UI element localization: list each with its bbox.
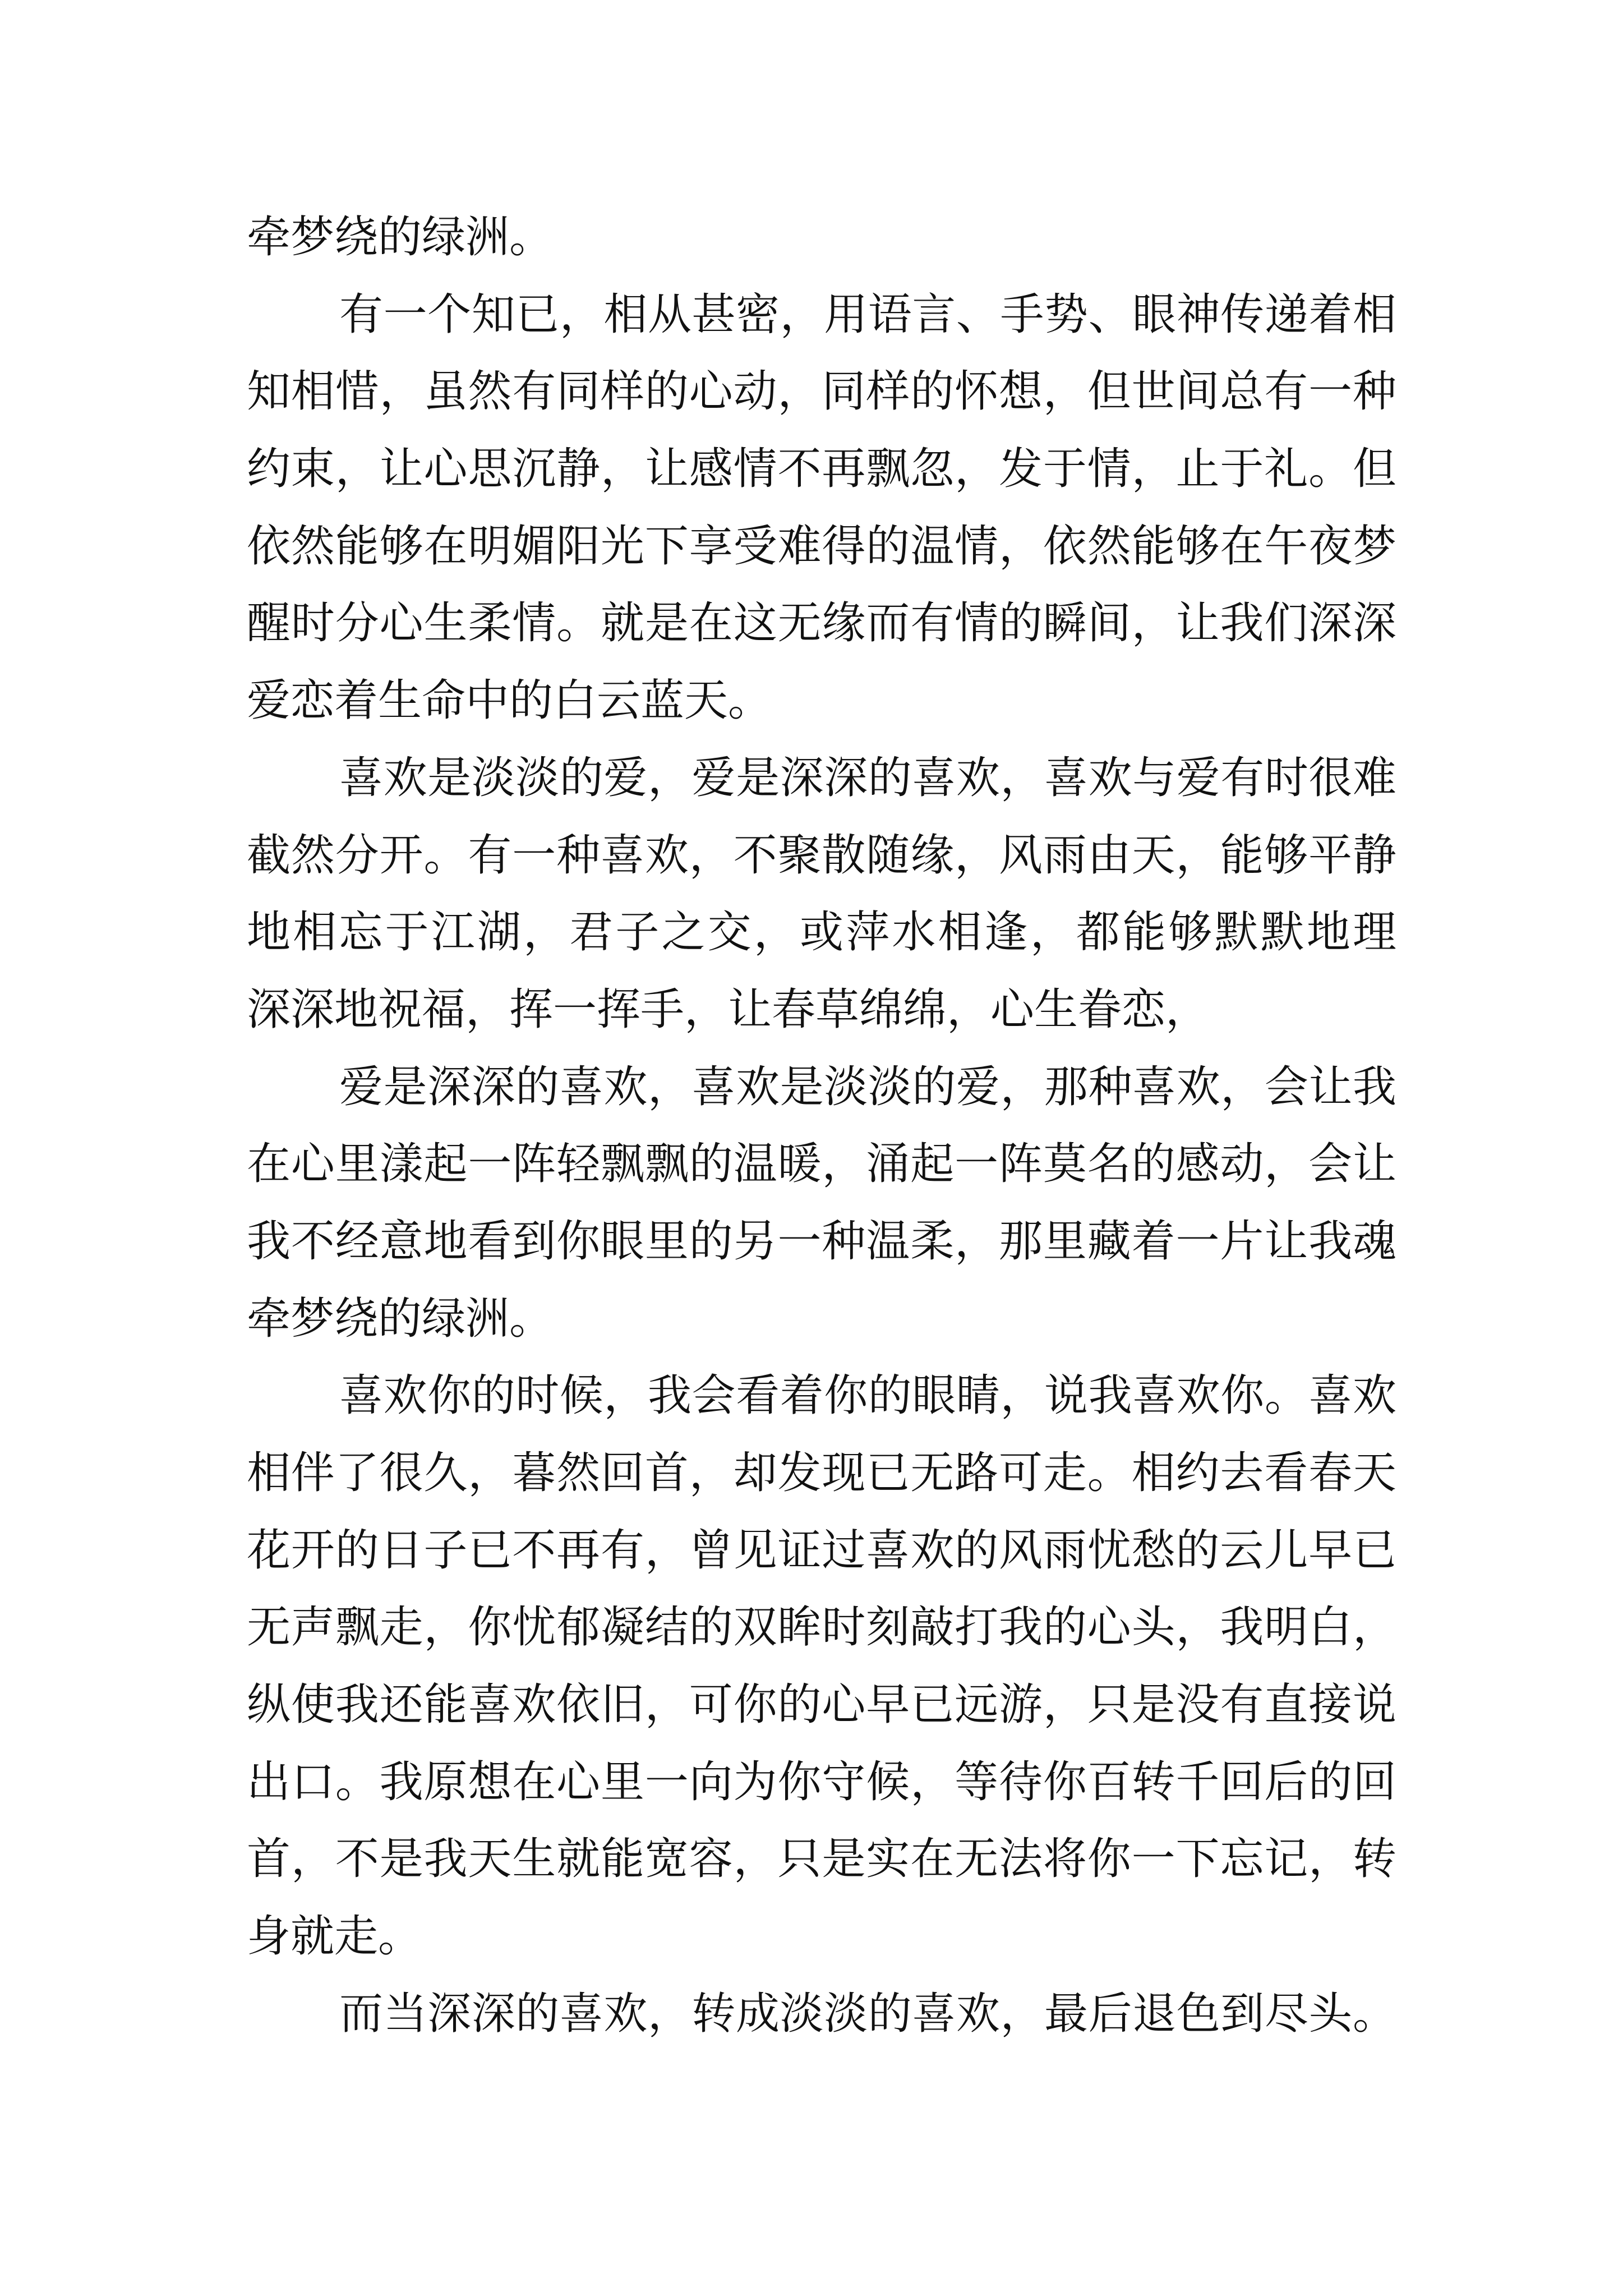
text-line: 相伴了很久，暮然回首，却发现已无路可走。相约去看春天 — [247, 1448, 1396, 1498]
text-line: 深深地祝福，挥一挥手，让春草绵绵，心生眷恋， — [247, 984, 1210, 1035]
text-line: 出口。我原想在心里一向为你守候，等待你百转千回后的回 — [247, 1756, 1396, 1807]
body-text — [247, 199, 1396, 2053]
text-line: 纵使我还能喜欢依旧，可你的心早已远游，只是没有直接说 — [247, 1680, 1396, 1731]
paragraph-first-line: 而当深深的喜欢，转成淡淡的喜欢，最后退色到尽头。 — [339, 1988, 1396, 2039]
text-line: 无声飘走，你忧郁凝结的双眸时刻敲打我的心头，我明白， — [247, 1602, 1396, 1653]
text-line: 截然分开。有一种喜欢，不聚散随缘，风雨由天，能够平静 — [247, 830, 1396, 881]
text-line: 我不经意地看到你眼里的另一种温柔，那里藏着一片让我魂 — [247, 1216, 1396, 1267]
paragraph-first-line: 喜欢你的时候，我会看着你的眼睛，说我喜欢你。喜欢 — [339, 1370, 1396, 1421]
text-line: 牵梦绕的绿洲。 — [247, 1293, 554, 1344]
text-line: 身就走。 — [247, 1911, 422, 1962]
text-line: 首，不是我天生就能宽容，只是实在无法将你一下忘记，转 — [247, 1834, 1396, 1885]
text-line: 花开的日子已不再有，曾见证过喜欢的风雨忧愁的云儿早已 — [247, 1525, 1396, 1576]
text-line: 牵梦绕的绿洲。 — [247, 212, 554, 263]
text-line: 约束，让心思沉静，让感情不再飘忽，发于情，止于礼。但 — [247, 444, 1396, 495]
text-line: 醒时分心生柔情。就是在这无缘而有情的瞬间，让我们深深 — [247, 598, 1396, 649]
paragraph-first-line: 爱是深深的喜欢，喜欢是淡淡的爱，那种喜欢，会让我 — [339, 1061, 1396, 1112]
text-line: 知相惜，虽然有同样的心动，同样的怀想，但世间总有一种 — [247, 366, 1396, 417]
paragraph-first-line: 喜欢是淡淡的爱，爱是深深的喜欢，喜欢与爱有时很难 — [339, 752, 1396, 803]
paragraph-first-line: 有一个知已，相从甚密，用语言、手势、眼神传递着相 — [339, 289, 1396, 340]
text-line: 依然能够在明媚阳光下享受难得的温情，依然能够在午夜梦 — [247, 521, 1396, 572]
text-line: 地相忘于江湖，君子之交，或萍水相逢，都能够默默地理 — [247, 907, 1396, 958]
text-line: 爱恋着生命中的白云蓝天。 — [247, 675, 772, 726]
text-line: 在心里漾起一阵轻飘飘的温暖，涌起一阵莫名的感动，会让 — [247, 1139, 1396, 1190]
